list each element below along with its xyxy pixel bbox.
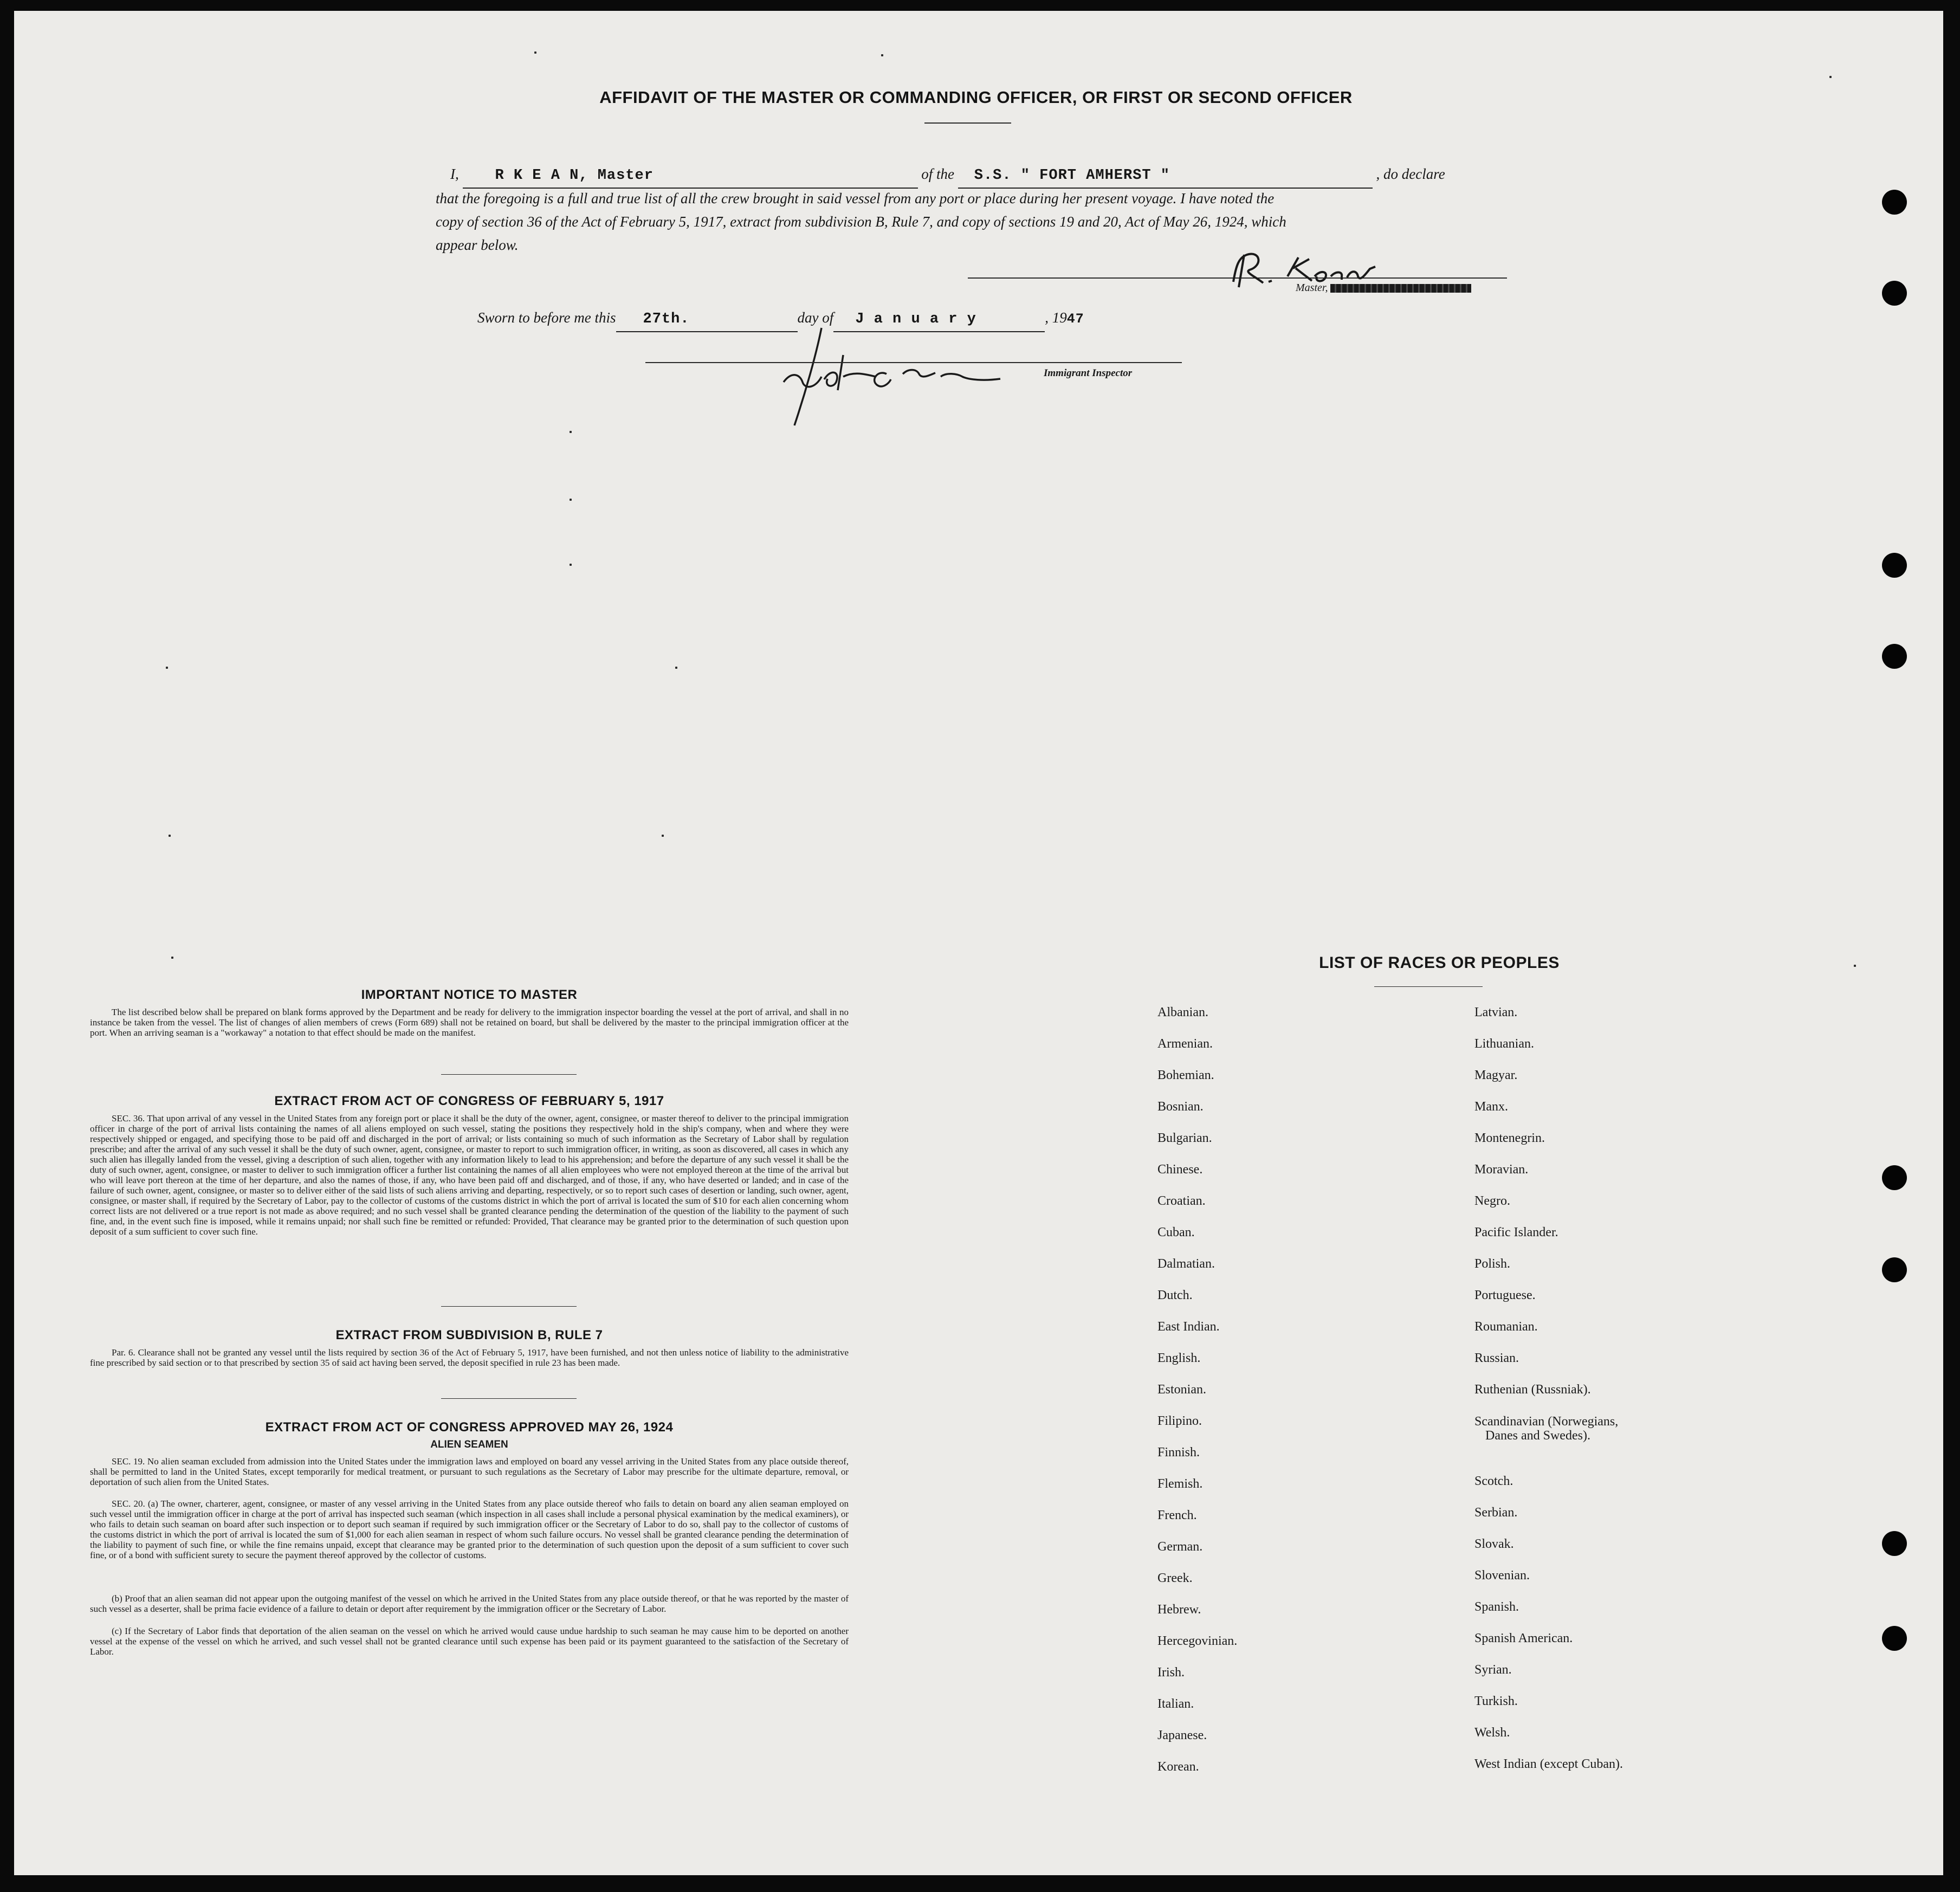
binder-hole <box>1882 1257 1907 1282</box>
race-item: Albanian. <box>1157 1005 1208 1019</box>
race-item: Spanish. <box>1474 1600 1519 1614</box>
declarant-name-value: R K E A N, Master <box>495 167 654 184</box>
race-item: Hercegovinian. <box>1157 1634 1238 1648</box>
race-item: German. <box>1157 1540 1203 1554</box>
races-heading: LIST OF RACES OR PEOPLES <box>1319 954 1560 972</box>
scan-speck <box>881 54 883 56</box>
scan-speck <box>570 564 572 566</box>
notice-heading: IMPORTANT NOTICE TO MASTER <box>361 987 578 1002</box>
race-item: Croatian. <box>1157 1194 1206 1208</box>
race-item: Turkish. <box>1474 1694 1518 1708</box>
master-label <box>1296 282 1471 294</box>
affidavit-line-3: copy of section 36 of the Act of February 5, 1917, extract from subdivision B, Rule 7, and copy of sections 19 and 20, Act of May 26, 1924, which <box>436 214 1286 230</box>
affidavit-title: AFFIDAVIT OF THE MASTER OR COMMANDING OFFICER, OR FIRST OR SECOND OFFICER <box>599 88 1353 107</box>
race-item: Pacific Islander. <box>1474 1225 1558 1239</box>
sec19-body: SEC. 19. No alien seaman excluded from admission into the United States under the immigration laws and employed on board any vessel arriving in the United States from any place outside thereof, shall be permitted to land in the United States, except temporarily for medical treatment, or pursuant to such regulations as the Secretary of Labor may prescribe for the ultimate departure, removal, or deportation of such alien from the United States. <box>90 1456 849 1487</box>
race-item: Scotch. <box>1474 1474 1513 1488</box>
sec20c-body: (c) If the Secretary of Labor finds that deportation of the alien seaman on the vessel on which he arrived would cause undue hardship to such seaman he may cause him to be deported on another vessel at the expense of the vessel on which he arrived, and such vessel shall not be granted clearance until such expense has been paid or its payment guaranteed to the satisfaction of the Secretary of Labor. <box>90 1626 849 1657</box>
race-item: Slovak. <box>1474 1537 1514 1551</box>
race-item: Slovenian. <box>1474 1568 1530 1583</box>
day-of-label: day of <box>797 309 834 326</box>
inspector-label: Immigrant Inspector <box>1044 367 1133 379</box>
affidavit-line-4: appear below. <box>436 237 519 253</box>
extract-1917-heading: EXTRACT FROM ACT OF CONGRESS OF FEBRUARY 5, 1917 <box>274 1094 664 1108</box>
race-item: Armenian. <box>1157 1037 1213 1051</box>
race-item: French. <box>1157 1508 1197 1522</box>
notice-body: The list described below shall be prepared on blank forms approved by the Department and be ready for delivery to the immigration inspector boarding the vessel at the port of arrival, and shall in no instance be taken from the vessel. The list of changes of alien members of crews (Form 689) shall not be retained on board, but shall be delivered by the master to the principal immigration officer at the port. When an arriving seaman is a "workaway" a notation to that effect should be made on the manifest. <box>90 1007 849 1038</box>
extract-1917-body: SEC. 36. That upon arrival of any vessel in the United States from any foreign port or place it shall be the duty of the owner, agent, consignee, or master thereof to deliver to the principal immigration officer in charge of the port of arrival lists containing the names of all aliens employed on such vessel, stating the positions they respectively hold in the ship's company, when and where they were respectively shipped or engaged, and specifying those to be paid off and discharged in the port of arrival; or lists containing so much of such information as the Secretary of Labor shall by regulation prescribe; and after the arrival of any such vessel it shall be the duty of such owner, agent, consignee, or master to report to such immigration officer, in writing, as soon as discovered, all cases in which any such alien has illegally landed from the vessel, giving a description of such alien, together with any information likely to lead to his apprehension; and before the departure of any such vessel it shall be the duty of such owner, agent, consignee, or master to deliver to such immigration officer a further list containing the names of all alien employees who were not employed thereon at the time of the arrival but who will leave port thereon at the time of her departure, and also the names of those, if any, who have been paid off and discharged, and of those, if any, who have deserted or landed; and in case of the failure of such owner, agent, consignee, or master so to deliver either of the said lists of such aliens arriving and departing, respectively, or so to report such cases of desertion or landing, such owner, agent, consignee, or master shall, if required by the Secretary of Labor, pay to the collector of customs of the customs district in which the port of arrival is located the sum of $10 for each alien concerning whom correct lists are not delivered or a true report is not made as above required; and no such vessel shall be granted clearance pending the determination of the question of the liability to the payment of such fine, and, in the event such fine is imposed, while it remains unpaid; nor shall such fine be remitted or refunded: Provided, That clearance may be granted prior to the determination of such question upon deposit of a sum sufficient to cover such fine. <box>90 1113 849 1237</box>
of-the-label: of the <box>921 166 954 182</box>
divider-2 <box>441 1306 577 1307</box>
race-item: Montenegrin. <box>1474 1131 1545 1145</box>
scan-speck <box>662 835 664 837</box>
scan-speck <box>534 51 536 54</box>
race-item: Korean. <box>1157 1760 1199 1774</box>
race-item: Magyar. <box>1474 1068 1518 1082</box>
divider-1 <box>441 1074 577 1075</box>
race-item: Chinese. <box>1157 1163 1203 1177</box>
subdivision-b-heading: EXTRACT FROM SUBDIVISION B, RULE 7 <box>335 1328 603 1342</box>
sworn-month-value: J a n u a r y <box>855 311 976 327</box>
binder-hole <box>1882 644 1907 669</box>
sec20a-body: SEC. 20. (a) The owner, charterer, agent, consignee, or master of any vessel arriving in the United States from any place outside thereof who fails to detain on board any alien seaman employed on such vessel until the immigration officer in charge at the port of arrival has inspected such seaman (which inspection in all cases shall include a personal physical examination by the medical examiners), or who fails to detain such seaman on board after such inspection or to deport such seaman if required by such immigration officer or the Secretary of Labor to do so, shall pay to the collector of customs of the customs district in which the port of arrival is located the sum of $1,000 for each alien seaman in respect of whom such failure occurs. No vessel shall be granted clearance pending the determination of the liability to payment of such fine, or while the fine remains unpaid, except that clearance may be granted prior to the determination of such question upon the deposit of a sum sufficient to cover such fine, or of a bond with sufficient surety to secure the payment thereof approved by the collector of customs. <box>90 1499 849 1560</box>
master-label-text: Master, <box>1296 282 1328 294</box>
race-item: Welsh. <box>1474 1726 1510 1740</box>
race-item: Estonian. <box>1157 1383 1206 1397</box>
race-item: East Indian. <box>1157 1320 1220 1334</box>
race-item: Cuban. <box>1157 1225 1195 1239</box>
title-divider <box>924 122 1011 124</box>
binder-hole <box>1882 553 1907 578</box>
race-item: English. <box>1157 1351 1201 1365</box>
affidavit-line-2: that the foregoing is a full and true list of all the crew brought in said vessel from any port or place during her present voyage. I have noted the <box>436 190 1275 206</box>
vessel-name-value: S.S. " FORT AMHERST " <box>974 167 1170 184</box>
race-item: Flemish. <box>1157 1477 1203 1491</box>
race-item: Syrian. <box>1474 1663 1512 1677</box>
race-item: Serbian. <box>1474 1506 1518 1520</box>
binder-hole <box>1882 281 1907 306</box>
binder-hole <box>1882 190 1907 215</box>
race-item: Latvian. <box>1474 1005 1518 1019</box>
scan-speck <box>570 431 572 433</box>
scan-speck <box>1829 76 1832 78</box>
race-item: Bohemian. <box>1157 1068 1214 1082</box>
races-divider <box>1374 986 1483 987</box>
scan-speck <box>1854 965 1856 967</box>
race-item: Finnish. <box>1157 1445 1200 1460</box>
race-item: Portuguese. <box>1474 1288 1536 1302</box>
document-page <box>14 11 1943 1875</box>
race-item: Polish. <box>1474 1257 1511 1271</box>
race-item: Irish. <box>1157 1665 1185 1680</box>
binder-hole <box>1882 1531 1907 1556</box>
year-suffix: 47 <box>1066 311 1084 327</box>
sworn-prefix: Sworn to before me this <box>477 309 616 326</box>
scan-speck <box>171 957 173 959</box>
subdivision-b-body: Par. 6. Clearance shall not be granted any vessel until the lists required by section 36 of the Act of February 5, 1917, have been furnished, and not then unless notice of liability to the administrative fine prescribed by said section or to that prescribed by section 35 of said act having been served, the deposit specified in rule 23 has been made. <box>90 1347 849 1368</box>
scan-speck <box>169 835 171 837</box>
race-item: Ruthenian (Russniak). <box>1474 1383 1591 1397</box>
divider-3 <box>441 1398 577 1399</box>
race-item: Greek. <box>1157 1571 1193 1585</box>
race-item: Dutch. <box>1157 1288 1193 1302</box>
race-item: West Indian (except Cuban). <box>1474 1757 1623 1771</box>
extract-1924-heading: EXTRACT FROM ACT OF CONGRESS APPROVED MAY 26, 1924 <box>265 1420 674 1435</box>
alien-seamen-subheading: ALIEN SEAMEN <box>430 1439 508 1450</box>
inspector-signature-line <box>645 362 1182 363</box>
sworn-day-value: 27th. <box>643 311 690 327</box>
race-item: Spanish American. <box>1474 1631 1573 1645</box>
race-item: Russian. <box>1474 1351 1519 1365</box>
vessel-name-field <box>958 163 1373 189</box>
affidavit-line-1 <box>450 163 1507 189</box>
race-item: Scandinavian (Norwegians, <box>1474 1415 1619 1429</box>
struck-out-title <box>1330 284 1471 293</box>
declarant-prefix: I, <box>450 166 459 182</box>
race-item: Dalmatian. <box>1157 1257 1215 1271</box>
race-item: Japanese. <box>1157 1728 1207 1742</box>
declarant-name-field <box>463 163 918 189</box>
race-item: Filipino. <box>1157 1414 1202 1428</box>
binder-hole <box>1882 1165 1907 1190</box>
race-item: Hebrew. <box>1157 1603 1201 1617</box>
scan-speck <box>570 499 572 501</box>
binder-hole <box>1882 1626 1907 1651</box>
race-item: Moravian. <box>1474 1163 1529 1177</box>
race-item: Negro. <box>1474 1194 1510 1208</box>
scan-speck <box>675 667 677 669</box>
year-prefix: , 19 <box>1045 309 1067 326</box>
race-item: Danes and Swedes). <box>1485 1429 1590 1443</box>
inspector-signature <box>762 322 1044 436</box>
do-declare-label: , do declare <box>1376 166 1445 182</box>
race-item: Italian. <box>1157 1697 1194 1711</box>
race-item: Lithuanian. <box>1474 1037 1534 1051</box>
race-item: Roumanian. <box>1474 1320 1538 1334</box>
sec20b-body: (b) Proof that an alien seaman did not appear upon the outgoing manifest of the vessel on which he arrived in the United States from any place outside thereof, or that he was reported by the master of such vessel as a deserter, shall be prima facie evidence of a failure to detain or deport after requirement by the immigration officer or the Secretary of Labor. <box>90 1593 849 1614</box>
race-item: Bulgarian. <box>1157 1131 1212 1145</box>
race-item: Manx. <box>1474 1100 1508 1114</box>
scan-speck <box>166 667 168 669</box>
race-item: Bosnian. <box>1157 1100 1204 1114</box>
